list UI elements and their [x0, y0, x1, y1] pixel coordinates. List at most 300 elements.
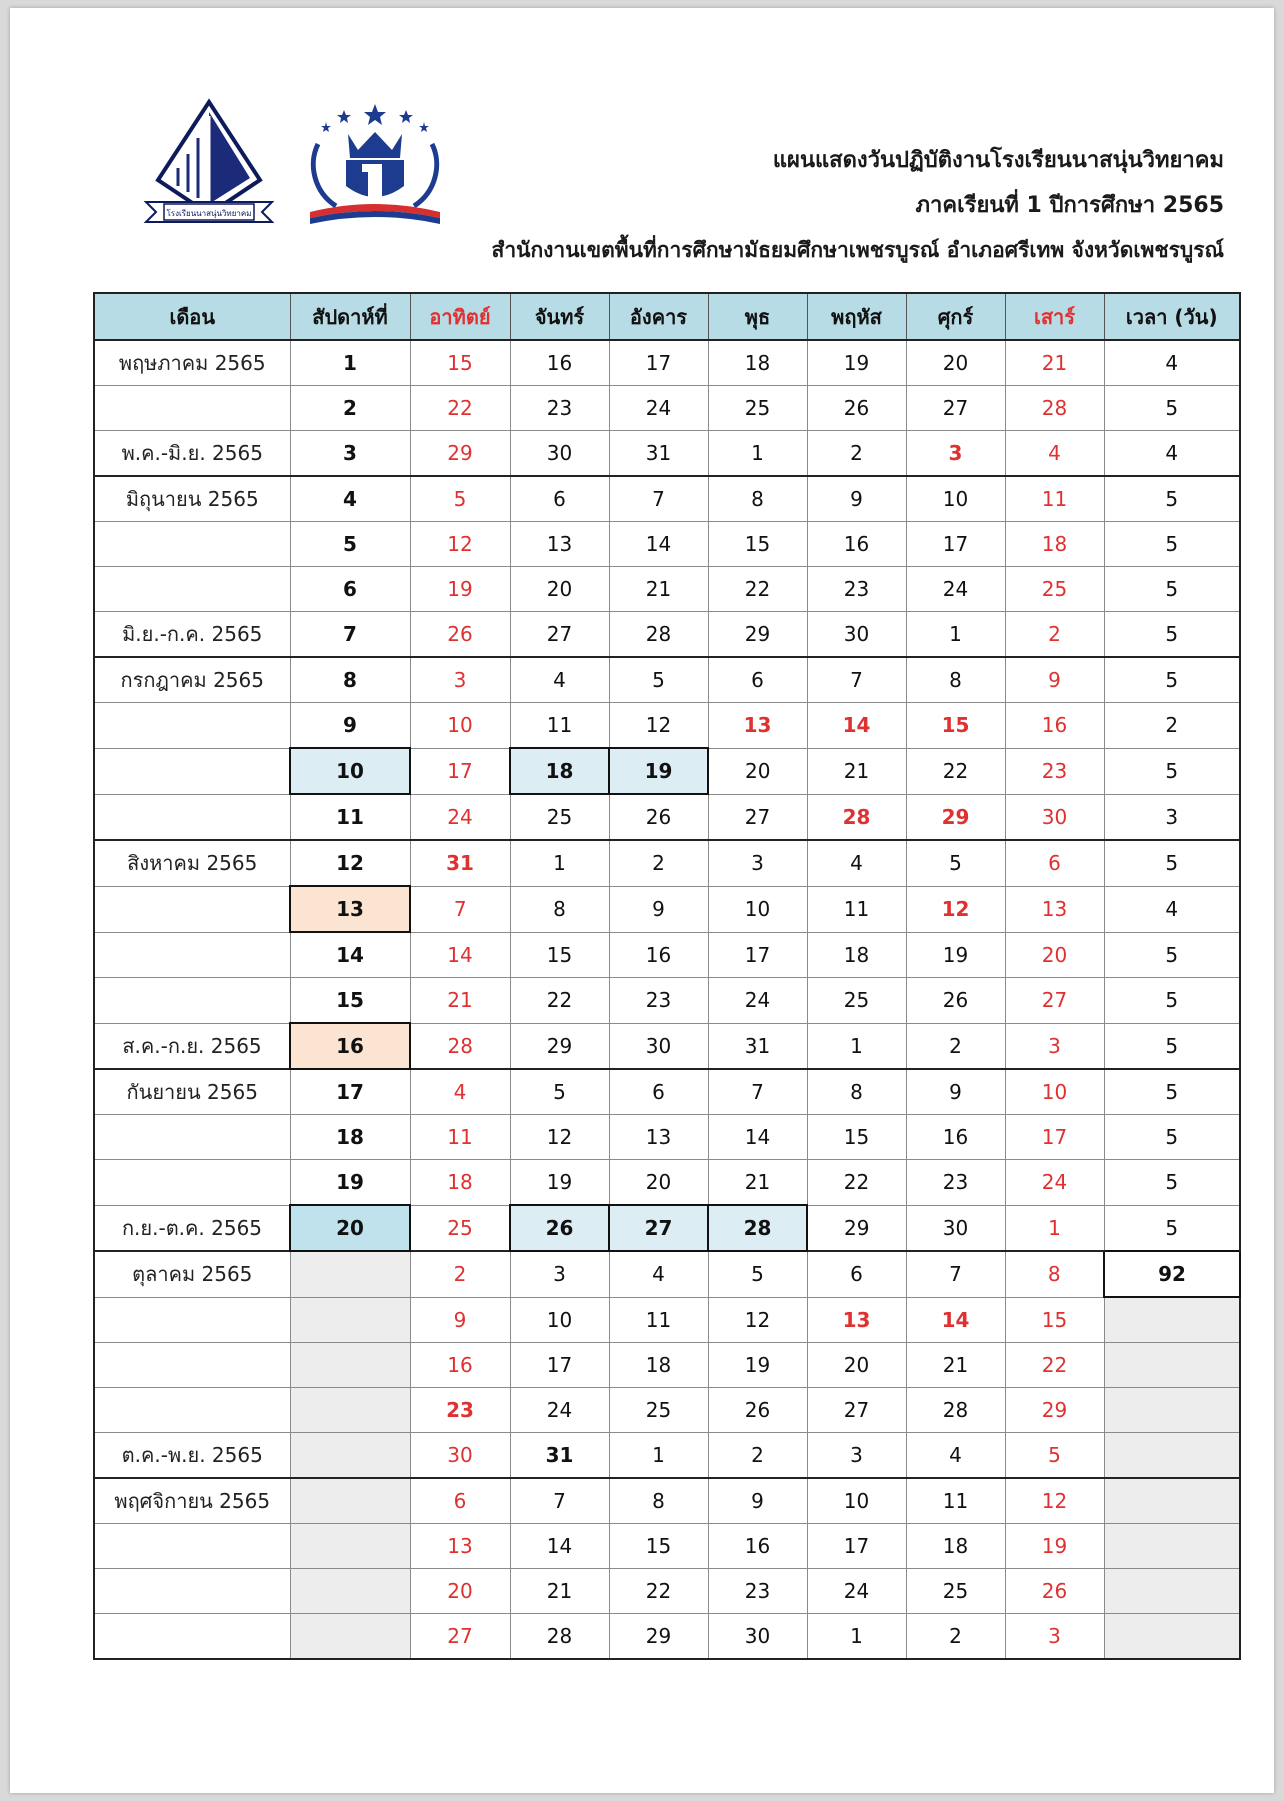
week-cell: 17	[290, 1069, 410, 1115]
day-cell: 16	[1005, 703, 1104, 749]
week-cell	[290, 1251, 410, 1297]
month-cell: ส.ค.-ก.ย. 2565	[94, 1023, 290, 1069]
day-cell: 8	[609, 1478, 708, 1524]
month-cell	[94, 1297, 290, 1343]
day-cell: 20	[708, 748, 807, 794]
week-cell: 8	[290, 657, 410, 703]
day-cell: 5	[708, 1251, 807, 1297]
week-cell: 19	[290, 1160, 410, 1206]
day-cell: 22	[1005, 1343, 1104, 1388]
week-cell	[290, 1343, 410, 1388]
day-cell: 17	[906, 522, 1005, 567]
day-cell: 3	[510, 1251, 609, 1297]
day-cell: 16	[807, 522, 906, 567]
month-cell: พฤษภาคม 2565	[94, 340, 290, 386]
day-cell: 11	[510, 703, 609, 749]
month-cell	[94, 1343, 290, 1388]
day-cell: 12	[906, 886, 1005, 932]
day-cell: 26	[807, 386, 906, 431]
day-cell: 2	[807, 431, 906, 477]
table-row	[94, 886, 1240, 932]
month-cell	[94, 522, 290, 567]
day-cell: 12	[708, 1297, 807, 1343]
day-cell: 21	[807, 748, 906, 794]
day-cell: 27	[906, 386, 1005, 431]
week-cell: 18	[290, 1115, 410, 1160]
day-cell: 28	[807, 794, 906, 840]
days-count-cell	[1104, 1388, 1240, 1433]
day-cell: 29	[906, 794, 1005, 840]
day-cell: 22	[708, 567, 807, 612]
day-cell: 8	[906, 657, 1005, 703]
month-cell	[94, 1160, 290, 1206]
day-cell: 3	[410, 657, 510, 703]
month-cell	[94, 386, 290, 431]
day-cell: 10	[510, 1297, 609, 1343]
week-cell	[290, 1569, 410, 1614]
day-cell: 23	[410, 1388, 510, 1433]
calendar-table	[93, 292, 1241, 1660]
day-cell: 5	[410, 476, 510, 522]
day-cell: 7	[906, 1251, 1005, 1297]
table-row	[94, 1023, 1240, 1069]
day-cell: 28	[1005, 386, 1104, 431]
day-cell: 19	[807, 340, 906, 386]
day-cell: 17	[807, 1524, 906, 1569]
day-cell: 14	[609, 522, 708, 567]
day-cell: 4	[609, 1251, 708, 1297]
day-cell: 19	[510, 1160, 609, 1206]
day-cell: 19	[906, 932, 1005, 978]
col-saturday: เสาร์	[1005, 293, 1104, 340]
day-cell: 8	[1005, 1251, 1104, 1297]
week-cell: 3	[290, 431, 410, 477]
day-cell: 16	[609, 932, 708, 978]
day-cell: 3	[1005, 1023, 1104, 1069]
day-cell: 9	[807, 476, 906, 522]
day-cell: 16	[510, 340, 609, 386]
week-cell: 13	[290, 886, 410, 932]
table-row	[94, 1388, 1240, 1433]
table-row	[94, 1297, 1240, 1343]
day-cell: 29	[609, 1614, 708, 1660]
day-cell: 28	[410, 1023, 510, 1069]
day-cell: 25	[1005, 567, 1104, 612]
week-cell: 11	[290, 794, 410, 840]
table-row	[94, 1478, 1240, 1524]
day-cell: 11	[1005, 476, 1104, 522]
day-cell: 27	[410, 1614, 510, 1660]
day-cell: 22	[807, 1160, 906, 1206]
day-cell: 21	[609, 567, 708, 612]
day-cell: 3	[708, 840, 807, 886]
month-cell: มิถุนายน 2565	[94, 476, 290, 522]
day-cell: 13	[1005, 886, 1104, 932]
days-count-cell	[1104, 1433, 1240, 1479]
day-cell: 31	[708, 1023, 807, 1069]
day-cell: 14	[410, 932, 510, 978]
day-cell: 9	[1005, 657, 1104, 703]
month-cell: กันยายน 2565	[94, 1069, 290, 1115]
document-heading	[492, 138, 1225, 273]
week-cell	[290, 1297, 410, 1343]
week-cell: 20	[290, 1205, 410, 1251]
table-row	[94, 567, 1240, 612]
day-cell: 24	[410, 794, 510, 840]
day-cell: 15	[1005, 1297, 1104, 1343]
table-row	[94, 1115, 1240, 1160]
day-cell: 13	[807, 1297, 906, 1343]
days-count-cell: 3	[1104, 794, 1240, 840]
month-cell	[94, 1524, 290, 1569]
day-cell: 6	[708, 657, 807, 703]
day-cell: 10	[410, 703, 510, 749]
table-row	[94, 1524, 1240, 1569]
day-cell: 30	[807, 612, 906, 658]
week-cell: 16	[290, 1023, 410, 1069]
month-cell: ต.ค.-พ.ย. 2565	[94, 1433, 290, 1479]
days-count-cell: 5	[1104, 657, 1240, 703]
day-cell: 17	[410, 748, 510, 794]
days-count-cell: 5	[1104, 932, 1240, 978]
day-cell: 7	[708, 1069, 807, 1115]
day-cell: 27	[1005, 978, 1104, 1024]
days-count-cell: 4	[1104, 886, 1240, 932]
day-cell: 9	[410, 1297, 510, 1343]
day-cell: 5	[510, 1069, 609, 1115]
day-cell: 27	[807, 1388, 906, 1433]
day-cell: 26	[510, 1205, 609, 1251]
day-cell: 31	[609, 431, 708, 477]
day-cell: 26	[609, 794, 708, 840]
day-cell: 24	[807, 1569, 906, 1614]
day-cell: 18	[906, 1524, 1005, 1569]
day-cell: 6	[510, 476, 609, 522]
days-count-cell: 92	[1104, 1251, 1240, 1297]
day-cell: 11	[807, 886, 906, 932]
week-cell	[290, 1433, 410, 1479]
week-cell: 5	[290, 522, 410, 567]
days-count-cell: 5	[1104, 1023, 1240, 1069]
day-cell: 7	[410, 886, 510, 932]
week-cell	[290, 1524, 410, 1569]
table-row	[94, 978, 1240, 1024]
day-cell: 26	[410, 612, 510, 658]
day-cell: 17	[708, 932, 807, 978]
table-row	[94, 703, 1240, 749]
days-count-cell: 5	[1104, 476, 1240, 522]
day-cell: 3	[906, 431, 1005, 477]
day-cell: 20	[906, 340, 1005, 386]
day-cell: 14	[807, 703, 906, 749]
month-cell	[94, 794, 290, 840]
day-cell: 3	[1005, 1614, 1104, 1660]
day-cell: 29	[410, 431, 510, 477]
day-cell: 26	[708, 1388, 807, 1433]
table-row	[94, 932, 1240, 978]
month-cell: กรกฎาคม 2565	[94, 657, 290, 703]
month-cell: พ.ค.-มิ.ย. 2565	[94, 431, 290, 477]
month-cell: มิ.ย.-ก.ค. 2565	[94, 612, 290, 658]
table-row	[94, 1205, 1240, 1251]
day-cell: 1	[906, 612, 1005, 658]
table-row	[94, 431, 1240, 477]
day-cell: 13	[410, 1524, 510, 1569]
month-cell	[94, 932, 290, 978]
day-cell: 31	[410, 840, 510, 886]
table-row	[94, 522, 1240, 567]
table-row	[94, 1433, 1240, 1479]
day-cell: 17	[609, 340, 708, 386]
month-cell	[94, 886, 290, 932]
day-cell: 24	[708, 978, 807, 1024]
week-cell: 6	[290, 567, 410, 612]
day-cell: 29	[1005, 1388, 1104, 1433]
heading-office: สำนักงานเขตพื้นที่การศึกษามัธยมศึกษาเพชรบูรณ์ อำเภอศรีเทพ จังหวัดเพชรบูรณ์	[491, 238, 1224, 262]
month-cell	[94, 1388, 290, 1433]
day-cell: 23	[510, 386, 609, 431]
day-cell: 25	[609, 1388, 708, 1433]
day-cell: 14	[906, 1297, 1005, 1343]
day-cell: 2	[1005, 612, 1104, 658]
week-cell: 14	[290, 932, 410, 978]
day-cell: 13	[609, 1115, 708, 1160]
week-cell: 9	[290, 703, 410, 749]
days-count-cell	[1104, 1614, 1240, 1660]
table-row	[94, 840, 1240, 886]
day-cell: 4	[410, 1069, 510, 1115]
day-cell: 24	[510, 1388, 609, 1433]
week-cell: 2	[290, 386, 410, 431]
day-cell: 17	[1005, 1115, 1104, 1160]
days-count-cell: 5	[1104, 567, 1240, 612]
day-cell: 14	[510, 1524, 609, 1569]
day-cell: 25	[708, 386, 807, 431]
days-count-cell: 5	[1104, 612, 1240, 658]
days-count-cell	[1104, 1524, 1240, 1569]
day-cell: 28	[708, 1205, 807, 1251]
month-cell	[94, 1614, 290, 1660]
day-cell: 15	[410, 340, 510, 386]
day-cell: 18	[510, 748, 609, 794]
day-cell: 20	[1005, 932, 1104, 978]
document-page	[10, 8, 1274, 1793]
day-cell: 24	[906, 567, 1005, 612]
day-cell: 4	[510, 657, 609, 703]
day-cell: 27	[510, 612, 609, 658]
day-cell: 29	[807, 1205, 906, 1251]
school-emblem-crown-icon	[296, 104, 454, 234]
day-cell: 23	[807, 567, 906, 612]
day-cell: 15	[807, 1115, 906, 1160]
day-cell: 2	[708, 1433, 807, 1479]
days-count-cell	[1104, 1569, 1240, 1614]
day-cell: 20	[609, 1160, 708, 1206]
table-row	[94, 476, 1240, 522]
col-month: เดือน	[94, 293, 290, 340]
day-cell: 30	[708, 1614, 807, 1660]
day-cell: 1	[510, 840, 609, 886]
day-cell: 22	[510, 978, 609, 1024]
day-cell: 15	[609, 1524, 708, 1569]
day-cell: 10	[807, 1478, 906, 1524]
days-count-cell	[1104, 1297, 1240, 1343]
col-thursday: พฤหัส	[807, 293, 906, 340]
table-row	[94, 1251, 1240, 1297]
day-cell: 9	[708, 1478, 807, 1524]
month-cell	[94, 567, 290, 612]
day-cell: 22	[906, 748, 1005, 794]
day-cell: 11	[410, 1115, 510, 1160]
month-cell	[94, 978, 290, 1024]
day-cell: 21	[708, 1160, 807, 1206]
day-cell: 2	[609, 840, 708, 886]
table-row	[94, 1343, 1240, 1388]
day-cell: 17	[510, 1343, 609, 1388]
day-cell: 8	[807, 1069, 906, 1115]
day-cell: 21	[510, 1569, 609, 1614]
day-cell: 19	[1005, 1524, 1104, 1569]
days-count-cell: 4	[1104, 340, 1240, 386]
day-cell: 10	[1005, 1069, 1104, 1115]
day-cell: 5	[1005, 1433, 1104, 1479]
day-cell: 6	[609, 1069, 708, 1115]
days-count-cell: 5	[1104, 522, 1240, 567]
heading-term: ภาคเรียนที่ 1 ปีการศึกษา 2565	[915, 193, 1224, 218]
day-cell: 18	[708, 340, 807, 386]
col-sunday: อาทิตย์	[410, 293, 510, 340]
day-cell: 25	[906, 1569, 1005, 1614]
day-cell: 26	[906, 978, 1005, 1024]
days-count-cell: 5	[1104, 386, 1240, 431]
table-row	[94, 1569, 1240, 1614]
week-cell: 10	[290, 748, 410, 794]
month-cell: สิงหาคม 2565	[94, 840, 290, 886]
day-cell: 20	[807, 1343, 906, 1388]
day-cell: 12	[609, 703, 708, 749]
week-cell: 12	[290, 840, 410, 886]
day-cell: 28	[906, 1388, 1005, 1433]
col-friday: ศุกร์	[906, 293, 1005, 340]
school-emblem-pyramid-icon	[138, 98, 280, 238]
day-cell: 4	[1005, 431, 1104, 477]
day-cell: 19	[609, 748, 708, 794]
week-cell: 4	[290, 476, 410, 522]
days-count-cell: 5	[1104, 978, 1240, 1024]
day-cell: 13	[510, 522, 609, 567]
day-cell: 2	[906, 1023, 1005, 1069]
days-count-cell: 5	[1104, 840, 1240, 886]
day-cell: 12	[1005, 1478, 1104, 1524]
day-cell: 6	[1005, 840, 1104, 886]
month-cell: ตุลาคม 2565	[94, 1251, 290, 1297]
month-cell	[94, 1569, 290, 1614]
day-cell: 29	[708, 612, 807, 658]
table-row	[94, 386, 1240, 431]
day-cell: 31	[510, 1433, 609, 1479]
day-cell: 14	[708, 1115, 807, 1160]
day-cell: 25	[410, 1205, 510, 1251]
week-cell	[290, 1478, 410, 1524]
days-count-cell	[1104, 1343, 1240, 1388]
day-cell: 1	[1005, 1205, 1104, 1251]
table-row	[94, 1614, 1240, 1660]
day-cell: 6	[410, 1478, 510, 1524]
day-cell: 16	[708, 1524, 807, 1569]
table-row	[94, 340, 1240, 386]
days-count-cell	[1104, 1478, 1240, 1524]
day-cell: 23	[1005, 748, 1104, 794]
day-cell: 30	[609, 1023, 708, 1069]
week-cell: 7	[290, 612, 410, 658]
day-cell: 1	[807, 1614, 906, 1660]
month-cell	[94, 703, 290, 749]
day-cell: 24	[609, 386, 708, 431]
col-tuesday: อังคาร	[609, 293, 708, 340]
day-cell: 19	[708, 1343, 807, 1388]
day-cell: 4	[906, 1433, 1005, 1479]
table-row	[94, 794, 1240, 840]
table-row	[94, 748, 1240, 794]
day-cell: 25	[807, 978, 906, 1024]
month-cell	[94, 748, 290, 794]
day-cell: 13	[708, 703, 807, 749]
days-count-cell: 5	[1104, 1115, 1240, 1160]
day-cell: 26	[1005, 1569, 1104, 1614]
day-cell: 22	[410, 386, 510, 431]
day-cell: 24	[1005, 1160, 1104, 1206]
day-cell: 11	[609, 1297, 708, 1343]
day-cell: 9	[906, 1069, 1005, 1115]
day-cell: 11	[906, 1478, 1005, 1524]
day-cell: 21	[906, 1343, 1005, 1388]
day-cell: 18	[410, 1160, 510, 1206]
week-cell	[290, 1614, 410, 1660]
day-cell: 23	[609, 978, 708, 1024]
day-cell: 1	[609, 1433, 708, 1479]
day-cell: 29	[510, 1023, 609, 1069]
day-cell: 8	[510, 886, 609, 932]
day-cell: 15	[510, 932, 609, 978]
day-cell: 30	[906, 1205, 1005, 1251]
day-cell: 2	[410, 1251, 510, 1297]
days-count-cell: 5	[1104, 1160, 1240, 1206]
day-cell: 3	[807, 1433, 906, 1479]
day-cell: 16	[410, 1343, 510, 1388]
day-cell: 21	[410, 978, 510, 1024]
day-cell: 20	[410, 1569, 510, 1614]
day-cell: 5	[906, 840, 1005, 886]
col-days: เวลา (วัน)	[1104, 293, 1240, 340]
day-cell: 15	[906, 703, 1005, 749]
day-cell: 8	[708, 476, 807, 522]
col-week: สัปดาห์ที่	[290, 293, 410, 340]
day-cell: 7	[609, 476, 708, 522]
week-cell: 1	[290, 340, 410, 386]
day-cell: 10	[708, 886, 807, 932]
week-cell	[290, 1388, 410, 1433]
day-cell: 1	[708, 431, 807, 477]
day-cell: 30	[1005, 794, 1104, 840]
day-cell: 23	[708, 1569, 807, 1614]
week-cell: 15	[290, 978, 410, 1024]
day-cell: 10	[906, 476, 1005, 522]
table-row	[94, 1069, 1240, 1115]
month-cell	[94, 1115, 290, 1160]
day-cell: 18	[1005, 522, 1104, 567]
heading-title: แผนแสดงวันปฏิบัติงานโรงเรียนนาสนุ่นวิทยาคม	[772, 148, 1224, 173]
day-cell: 16	[906, 1115, 1005, 1160]
